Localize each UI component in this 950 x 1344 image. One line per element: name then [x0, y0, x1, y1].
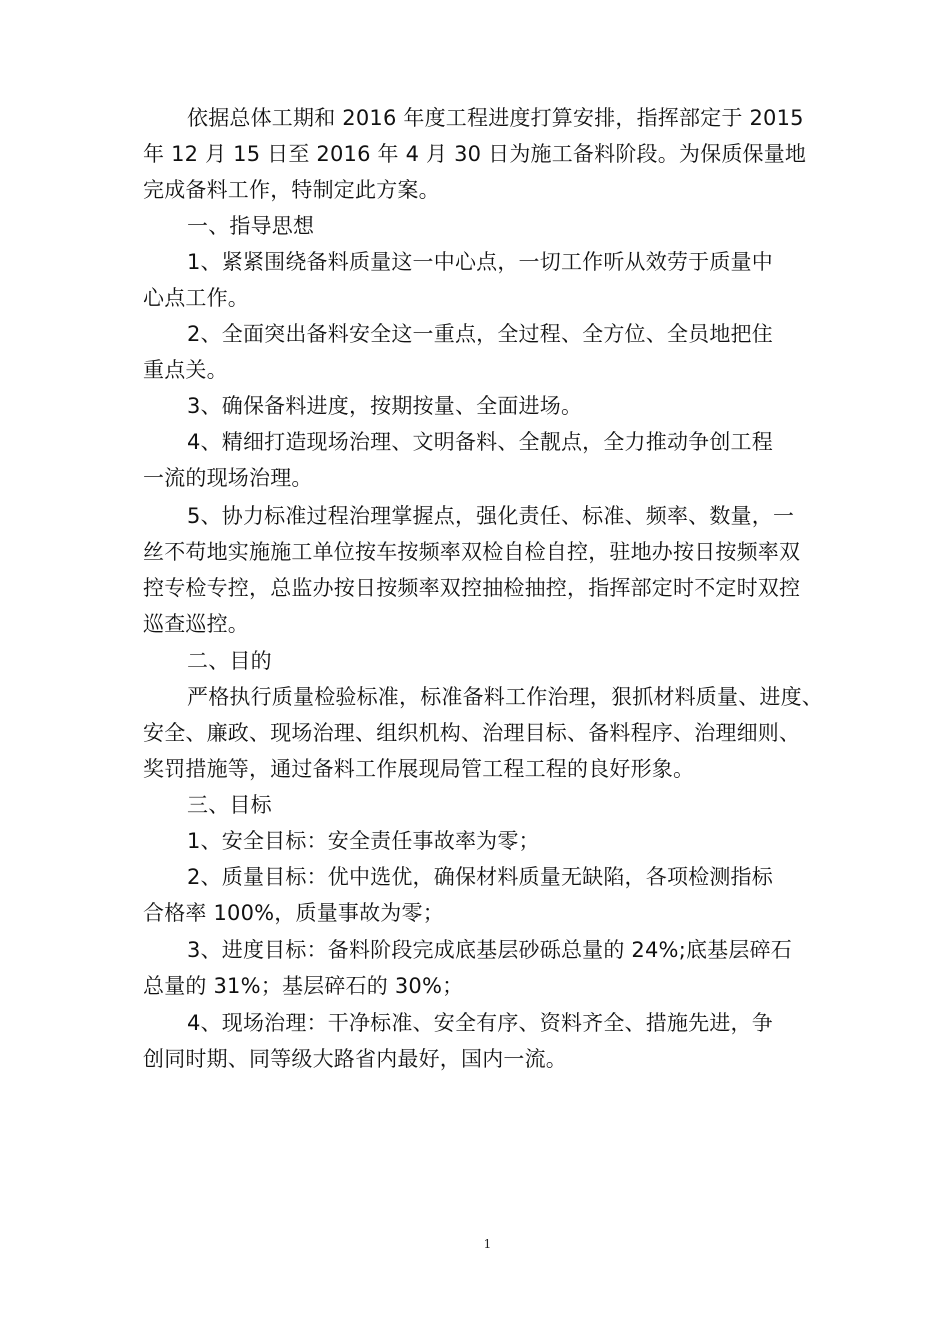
- text-line: 控专检专控，总监办按日按频率双控抽检抽控，指挥部定时不定时双控: [143, 576, 801, 600]
- text-line: 4、现场治理：干净标准、安全有序、资料齐全、措施先进，争: [187, 1011, 773, 1035]
- text-line: 心点工作。: [143, 286, 249, 310]
- text-line: 完成备料工作，特制定此方案。: [143, 178, 440, 202]
- text-line: 3、进度目标：备料阶段完成底基层砂砾总量的 24%;底基层碎石: [187, 938, 792, 962]
- text-line: 创同时期、同等级大路省内最好，国内一流。: [143, 1047, 567, 1071]
- text-line: 严格执行质量检验标准，标准备料工作治理，狠抓材料质量、进度、: [187, 685, 823, 709]
- text-line: 2、质量目标：优中选优，确保材料质量无缺陷，各项检测指标: [187, 865, 773, 889]
- text-line: 依据总体工期和 2016 年度工程进度打算安排，指挥部定于 2015: [187, 106, 804, 130]
- text-line: 3、确保备料进度，按期按量、全面进场。: [187, 394, 583, 418]
- text-line: 奖罚措施等，通过备料工作展现局管工程工程的良好形象。: [143, 757, 695, 781]
- text-line: 1、紧紧围绕备料质量这一中心点，一切工作听从效劳于质量中: [187, 250, 773, 274]
- section-heading: 一、指导思想: [187, 214, 315, 238]
- text-line: 总量的 31%；基层碎石的 30%；: [143, 974, 464, 998]
- text-line: 1、安全目标：安全责任事故率为零；: [187, 829, 540, 853]
- text-line: 5、协力标准过程治理掌握点，强化责任、标准、频率、数量，一: [187, 504, 795, 528]
- section-heading: 二、目的: [187, 649, 272, 673]
- text-line: 年 12 月 15 日至 2016 年 4 月 30 日为施工备料阶段。为保质保量地: [143, 142, 807, 166]
- text-line: 合格率 100%，质量事故为零；: [143, 901, 444, 925]
- page-number: 1: [483, 1237, 492, 1251]
- text-line: 巡查巡控。: [143, 612, 249, 636]
- text-line: 安全、廉政、现场治理、组织机构、治理目标、备料程序、治理细则、: [143, 721, 801, 745]
- text-line: 2、全面突出备料安全这一重点，全过程、全方位、全员地把住: [187, 322, 773, 346]
- text-line: 4、精细打造现场治理、文明备料、全靓点，全力推动争创工程: [187, 430, 773, 454]
- text-line: 一流的现场治理。: [143, 466, 313, 490]
- text-line: 丝不苟地实施施工单位按车按频率双检自检自控，驻地办按日按频率双: [143, 540, 801, 564]
- text-line: 重点关。: [143, 358, 228, 382]
- section-heading: 三、目标: [187, 793, 272, 817]
